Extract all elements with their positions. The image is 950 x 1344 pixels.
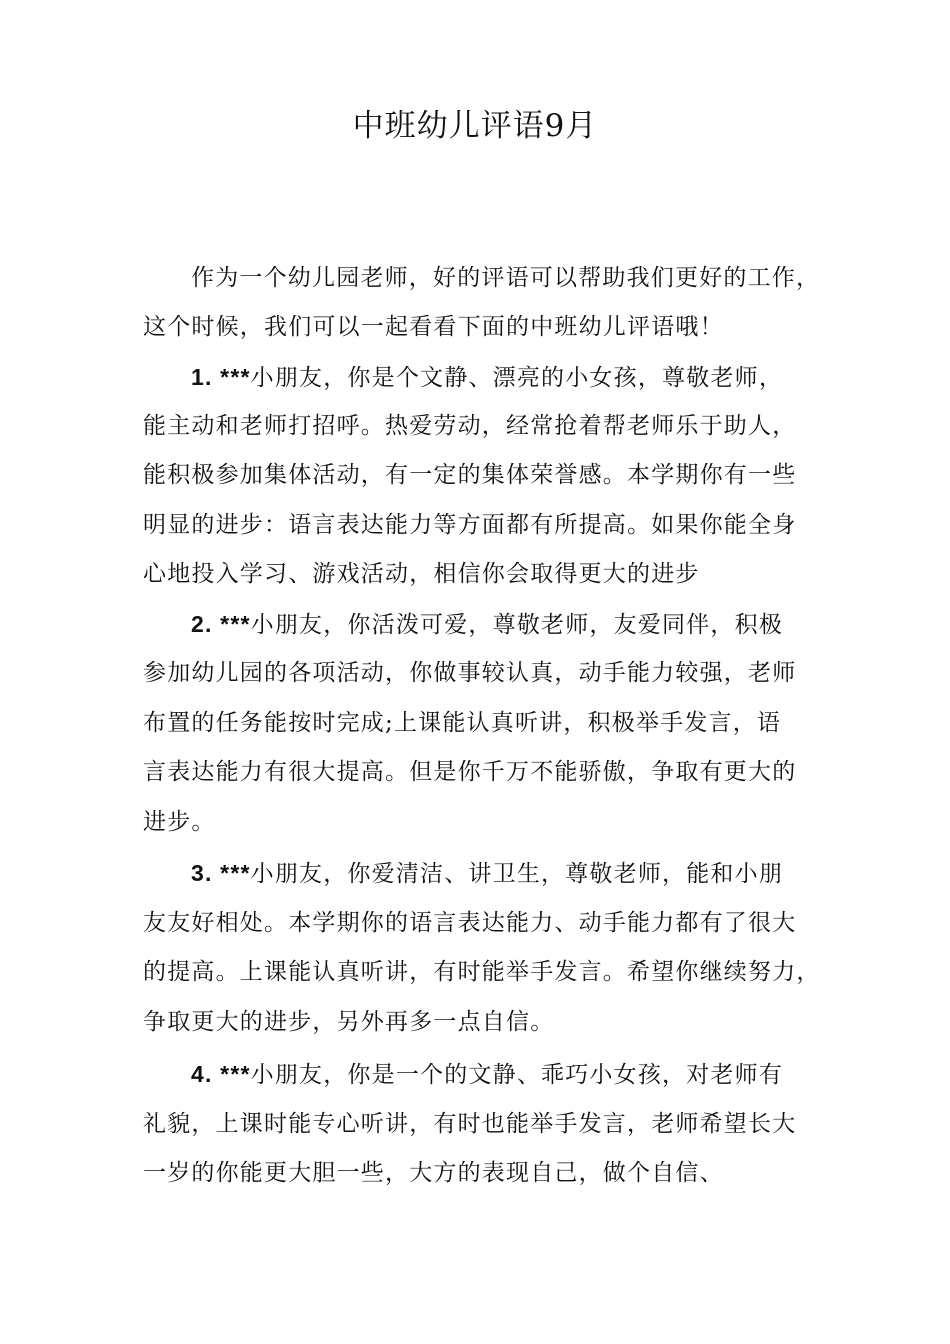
item-line: 心地投入学习、游戏活动，相信你会取得更大的进步 — [143, 561, 700, 587]
item-text: 小朋友，你是一个的文静、乖巧小女孩，对老师有 — [250, 1062, 784, 1088]
item-line: 进步。 — [143, 809, 216, 835]
item-number: 4. *** — [191, 1061, 251, 1087]
item-line: 言表达能力有很大提高。但是你千万不能骄傲，争取有更大的 — [143, 759, 797, 785]
intro-line: 作为一个幼儿园老师，好的评语可以帮助我们更好的工作， — [191, 265, 821, 291]
item-2-first-line — [191, 608, 783, 641]
item-line: 一岁的你能更大胆一些，大方的表现自己，做个自信、 — [143, 1160, 724, 1186]
item-line: 能积极参加集体活动，有一定的集体荣誉感。本学期你有一些 — [143, 462, 797, 488]
item-3-first-line — [191, 857, 783, 890]
item-number: 1. *** — [191, 364, 251, 390]
item-line: 的提高。上课能认真听讲，有时能举手发言。希望你继续努力， — [143, 959, 821, 985]
item-text: 小朋友，你爱清洁、讲卫生，尊敬老师，能和小朋 — [250, 861, 784, 887]
item-line: 参加幼儿园的各项活动，你做事较认真，动手能力较强，老师 — [143, 660, 797, 686]
document-title: 中班幼儿评语9月 — [352, 108, 598, 144]
item-4-first-line — [191, 1058, 783, 1091]
item-text: 小朋友，你是个文静、漂亮的小女孩，尊敬老师， — [250, 365, 784, 391]
item-line: 友友好相处。本学期你的语言表达能力、动手能力都有了很大 — [143, 910, 797, 936]
item-number: 3. *** — [191, 860, 251, 886]
intro-line: 这个时候，我们可以一起看看下面的中班幼儿评语哦！ — [143, 314, 724, 340]
item-line: 礼貌，上课时能专心听讲，有时也能举手发言，老师希望长大 — [143, 1111, 797, 1137]
item-line: 布置的任务能按时完成;上课能认真听讲，积极举手发言，语 — [143, 710, 782, 736]
item-number: 2. *** — [191, 611, 251, 637]
item-line: 争取更大的进步，另外再多一点自信。 — [143, 1009, 555, 1035]
item-line: 能主动和老师打招呼。热爱劳动，经常抢着帮老师乐于助人， — [143, 413, 797, 439]
item-1-first-line — [191, 361, 783, 394]
item-text: 小朋友，你活泼可爱，尊敬老师，友爱同伴，积极 — [250, 612, 784, 638]
item-line: 明显的进步：语言表达能力等方面都有所提高。如果你能全身 — [143, 512, 797, 538]
